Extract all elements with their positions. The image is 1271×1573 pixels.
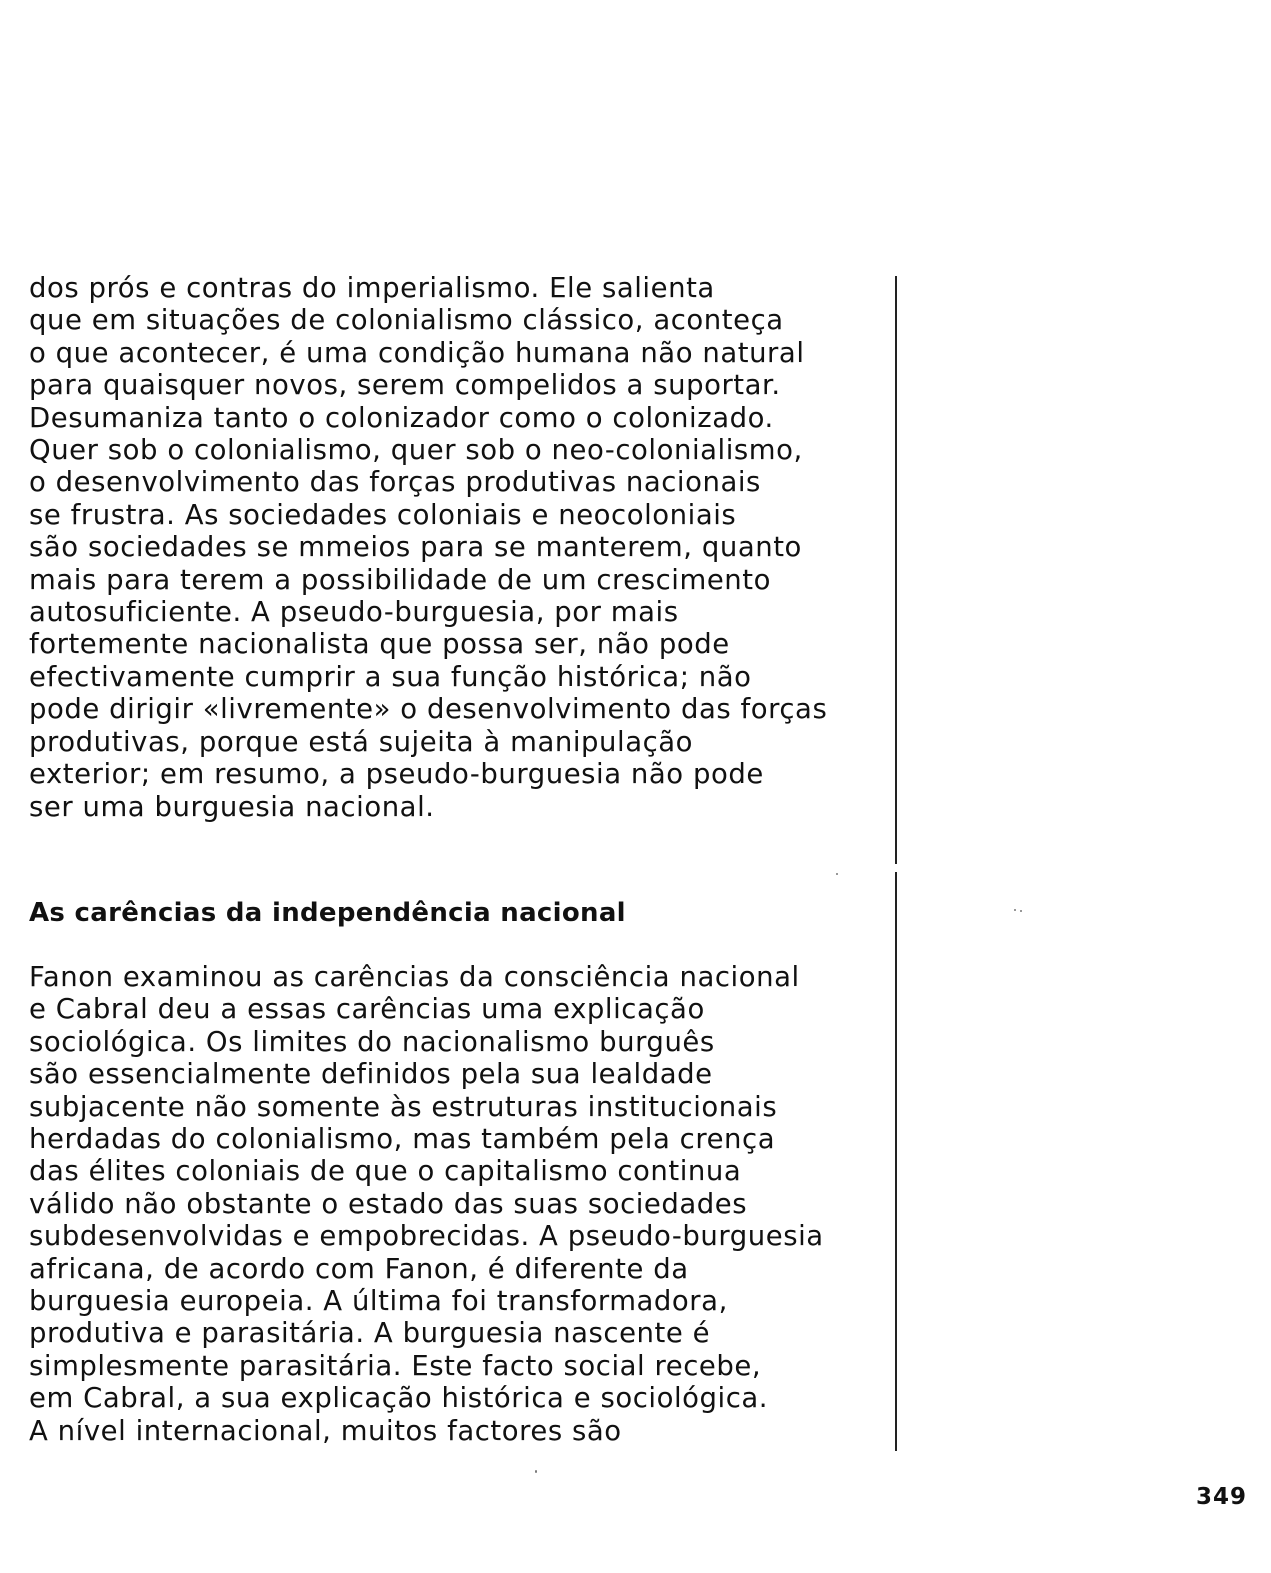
text-line: africana, de acordo com Fanon, é diferente da — [29, 1252, 689, 1285]
text-line: Quer sob o colonialismo, quer sob o neo-colonialismo, — [29, 434, 803, 467]
text-line: ser uma burguesia nacional. — [29, 790, 435, 823]
text-line: produtiva e parasitária. A burguesia nascente é — [29, 1317, 711, 1350]
text-line: dos prós e contras do imperialismo. Ele salienta — [29, 272, 715, 304]
text-line: Fanon examinou as carências da consciência nacional — [29, 961, 800, 993]
text-line: Desumaniza tanto o colonizador como o colonizado. — [29, 401, 774, 434]
text-line: das élites coloniais de que o capitalismo continua — [29, 1155, 742, 1188]
scan-speck — [836, 873, 838, 875]
text-line: sociológica. Os limites do nacionalismo burguês — [29, 1025, 715, 1058]
text-line: exterior; em resumo, a pseudo-burguesia não pode — [29, 758, 764, 791]
text-line: o que acontecer, é uma condição humana não natural — [29, 336, 805, 369]
text-line: válido não obstante o estado das suas sociedades — [29, 1187, 748, 1220]
text-line: que em situações de colonialismo clássico, aconteça — [29, 304, 784, 337]
text-line: subdesenvolvidas e empobrecidas. A pseudo-burguesia — [29, 1220, 824, 1253]
section-heading — [29, 896, 899, 930]
text-line: efectivamente cumprir a sua função histórica; não — [29, 660, 752, 693]
paragraph-1 — [29, 272, 899, 823]
scan-speck — [535, 1470, 537, 1473]
text-line: autosuficiente. A pseudo-burguesia, por mais — [29, 596, 679, 629]
margin-rule-bottom — [895, 872, 897, 1451]
scan-speck — [1020, 910, 1022, 912]
margin-rule-top — [895, 276, 897, 864]
text-line: pode dirigir «livremente» o desenvolvimento das forças — [29, 693, 828, 726]
text-line: mais para terem a possibilidade de um crescimento — [29, 563, 771, 596]
text-line: simplesmente parasitária. Este facto social recebe, — [29, 1349, 762, 1382]
scan-speck — [1014, 909, 1016, 911]
text-line: para quaisquer novos, serem compelidos a suportar. — [29, 369, 781, 402]
text-line: A nível internacional, muitos factores são — [29, 1414, 622, 1447]
paragraph-2 — [29, 961, 899, 1447]
section-heading-text: As carências da independência nacional — [29, 898, 626, 928]
text-line: produtivas, porque está sujeita à manipulação — [29, 725, 694, 758]
page-number: 349 — [1196, 1484, 1248, 1510]
text-line: se frustra. As sociedades coloniais e neocoloniais — [29, 498, 737, 531]
text-line: são essencialmente definidos pela sua lealdade — [29, 1058, 713, 1091]
text-line: em Cabral, a sua explicação histórica e sociológica. — [29, 1382, 769, 1415]
text-line: e Cabral deu a essas carências uma explicação — [29, 993, 705, 1026]
text-line: são sociedades se mmeios para se manterem, quanto — [29, 531, 802, 564]
text-line: o desenvolvimento das forças produtivas nacionais — [29, 466, 761, 499]
text-line: herdadas do colonialismo, mas também pela crença — [29, 1123, 776, 1156]
text-line: subjacente não somente às estruturas institucionais — [29, 1090, 778, 1123]
text-line: burguesia europeia. A última foi transformadora, — [29, 1285, 728, 1318]
text-line: fortemente nacionalista que possa ser, não pode — [29, 628, 730, 661]
